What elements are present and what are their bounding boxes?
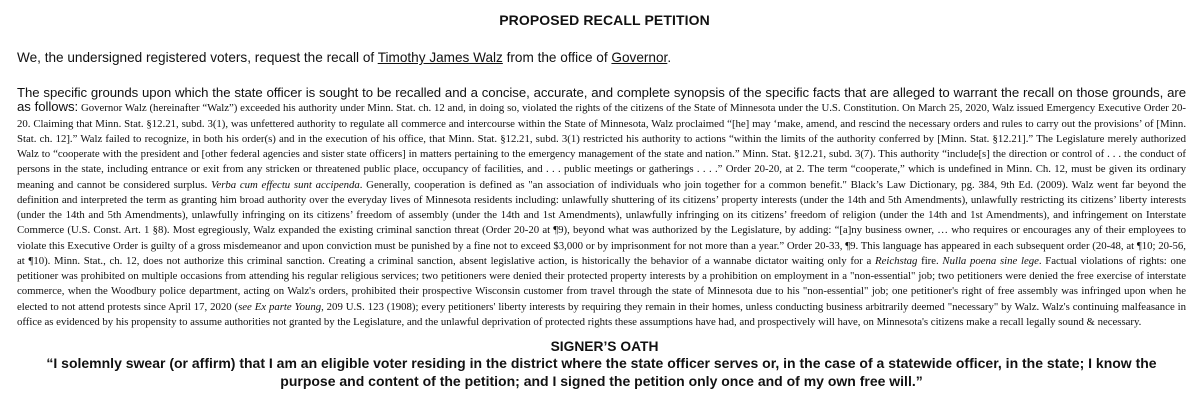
grounds-text-3: fire. [917,254,943,267]
grounds-text-5: , 209 U.S. 123 (1908); every petitioners' liberty interests by requiring they remain in their homes, unless conducting business arbitrarily deemed "necessary" by Walz. Walz's continuing malfeasance in office as evidenced by his propensity to assume authorities not granted by the Legislature, and the unlawful deprivation of protected rights these assumptions have had, and prospectively will have, on Minnesota's citizens make a recall legally sound & necessary. [17,300,1186,328]
intro-prefix: We, the undersigned registered voters, request the recall of [17,50,378,65]
grounds-text-1: Governor Walz (hereinafter “Walz”) exceeded his authority under Minn. Stat. ch. 12 and, in doing so, violated the rights of the citizens of the State of Minnesota under the U.S. Constitution. On March 25, 2020, Walz issued Emergency Executive Order 20-20. Claiming that Minn. Stat. §12.21, subd. 3(1), was unfettered authority to regulate all commerce and intercourse within the State of Minnesota, Walz proclaimed “[he] may ‘make, amend, and rescind the necessary orders and rules to carry out the provisions’ of [Minn. Stat. ch. 12].” Walz failed to recognize, in both his order(s) and in the execution of his office, that Minn. Stat. §12.21, subd. 3(1) restricted his authority to actions “within the limits of the authority conferred by [Minn. Stat. §12.21].” The Legislature merely authorized Walz to “cooperate with the president and [other federal agencies and sister state officers] in matters pertaining to the emergency management of the state and nation.” Minn. Stat. §12.21, subd. 3(7). This authority “include[s] the direction or control of . . . the conduct of persons in the state, including entrance or exit from any stricken or threatened public place, occupancy of facilities, and . . . public meetings or gatherings . . . .” Order 20-20, at 2. The term “cooperate,” which is undefined in Minn. Ch. 12, must be given its ordinary meaning and cannot be considered surplus. [17,102,1187,191]
recall-grounds [17,86,1186,329]
oath-text: “I solemnly swear (or affirm) that I am an eligible voter residing in the district where the state officer serves or, in the case of a statewide officer, in the state; I know the purpose and content of the petition; and I signed the petition only once and of my own free will.” [46,355,1157,389]
case-citation: see Ex parte Young [238,300,322,313]
intro-middle: from the office of [502,50,612,65]
grounds-lead: The specific grounds upon which the state officer is sought to be recalled and a concise, accurate, and complete synopsis of the specific facts that are alleged to warrant the recall on those grounds, are as follows: [17,85,1186,115]
petition-title: PROPOSED RECALL PETITION [499,12,710,28]
latin-maxim-1: Verba cum effectu sunt accipenda [211,178,360,191]
grounds-body [17,102,1186,328]
latin-maxim-2: Nulla poena sine lege [942,254,1039,267]
grounds-text-4: . Factual violations of rights: one petitioner was prohibited on multiple occasions from attending his regular religious services; two petitioners were denied their protected property interests by a prohibition on employment in a "non-essential" job; two petitioners were denied the free exercise of interstate commerce, when the Woodbury police department, acting on Walz's orders, prohibited their prospective Wisconsin customer from travel through the state of Minnesota due to his "non-essential" job; one petitioner's right of free assembly was infringed upon when he elected to not attend protests since April 17, 2020 ( [17,254,1186,313]
office-name: Governor [611,50,668,65]
petition-intro [17,50,1186,66]
oath-heading: SIGNER’S OATH [550,339,659,354]
intro-suffix: . [667,50,672,65]
reichstag-term: Reichstag [875,254,918,267]
grounds-text-2: . Generally, cooperation is defined as "an association of individuals who join together for a common benefit." Black’s Law Dictionary, pg. 384, 9th Ed. (2009). Walz went far beyond the definition and interpreted the term as granting him broad authority over the everyday lives of Minnesota residents including: unlawfully shuttering of its citizens’ property interests (under the 14th and 5th Amendments), unlawfully restricting its citizens’ liberty interests (under the 14th and 5th Amendments), unlawfully infringing on its citizens’ freedom of assembly (under the 14th and 1st Amendments), unlawfully infringing on its citizens’ freedom of religion (under the 14th and 1st Amendments), and infringement on Interstate Commerce (U.S. Const. Art. 1 §8). Most egregiously, Walz expanded the existing criminal sanction threat (Order 20-20 at ¶9), beyond what was authorized by the Legislature, by adding: “[a]ny business owner, … who requires or encourages any of their employees to violate this Executive Order is guilty of a gross misdemeanor and upon conviction must be punished by a fine not to exceed $3,000 or by imprisonment for not more than a year.” Order 20-33, ¶9. This language has appeared in each subsequent order (20-48, at ¶10; 20-56, at ¶10). Minn. Stat., ch. 12, does not authorize this criminal sanction. Creating a criminal sanction, absent legislative action, is historically the behavior of a wannabe dictator waiting only for a [17,178,1186,267]
officer-name: Timothy James Walz [377,50,503,65]
